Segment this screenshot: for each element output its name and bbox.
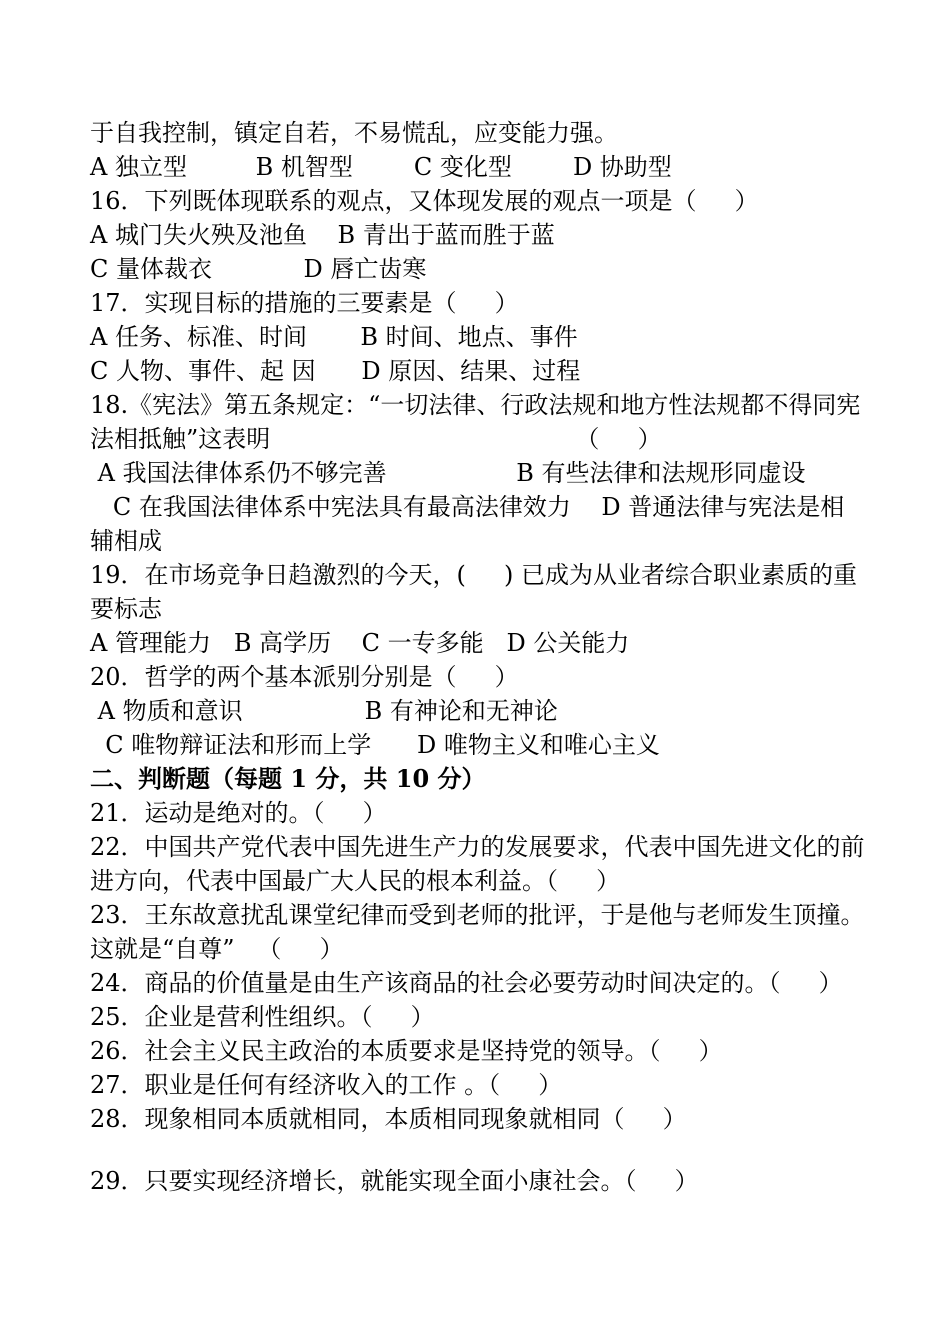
section-heading-true-false: 二、判断题（每题 1 分，共 10 分） bbox=[90, 764, 486, 793]
question-16-options-ab: A 城门失火殃及池鱼 B 青出于蓝而胜于蓝 bbox=[90, 221, 555, 249]
question-26: 26．社会主义民主政治的本质要求是坚持党的领导。（ ） bbox=[90, 1037, 723, 1065]
question-15-options: A 独立型 B 机智型 C 变化型 D 协助型 bbox=[90, 153, 672, 181]
question-23-line1: 23．王东故意扰乱课堂纪律而受到老师的批评，于是他与老师发生顶撞。 bbox=[90, 901, 865, 929]
question-19-options: A 管理能力 B 高学历 C 一专多能 D 公关能力 bbox=[90, 629, 630, 657]
question-16-stem: 16．下列既体现联系的观点，又体现发展的观点一项是（ ） bbox=[90, 187, 759, 215]
question-17-stem: 17．实现目标的措施的三要素是（ ） bbox=[90, 289, 519, 317]
question-29: 29．只要实现经济增长，就能实现全面小康社会。（ ） bbox=[90, 1167, 699, 1195]
question-20-options-cd: C 唯物辩证法和形而上学 D 唯物主义和唯心主义 bbox=[90, 731, 660, 759]
question-27: 27．职业是任何有经济收入的工作 。（ ） bbox=[90, 1071, 563, 1099]
question-20-stem: 20．哲学的两个基本派别分别是（ ） bbox=[90, 663, 519, 691]
question-18-options-cd-wrap: 辅相成 bbox=[90, 527, 162, 555]
question-19-stem-line1: 19．在市场竞争日趋激烈的今天，( ) 已成为从业者综合职业素质的重 bbox=[90, 561, 858, 589]
question-18-options-ab: A 我国法律体系仍不够完善 B 有些法律和法规形同虚设 bbox=[90, 459, 806, 487]
question-16-options-cd: C 量体裁衣 D 唇亡齿寒 bbox=[90, 255, 427, 283]
question-21: 21．运动是绝对的。（ ） bbox=[90, 799, 387, 827]
question-20-options-ab: A 物质和意识 B 有神论和无神论 bbox=[90, 697, 558, 725]
question-23-line2: 这就是“自尊” （ ） bbox=[90, 935, 344, 963]
question-18-stem-line2: 法相抵触”这表明 （ ） bbox=[90, 425, 662, 453]
question-22-line2: 进方向，代表中国最广大人民的根本利益。（ ） bbox=[90, 867, 621, 895]
question-18-stem-line1: 18.《宪法》第五条规定：“一切法律、行政法规和地方性法规都不得同宪 bbox=[90, 391, 861, 419]
question-17-options-ab: A 任务、标准、时间 B 时间、地点、事件 bbox=[90, 323, 578, 351]
question-25: 25．企业是营利性组织。（ ） bbox=[90, 1003, 435, 1031]
question-15-text-continued: 于自我控制，镇定自若，不易慌乱，应变能力强。 bbox=[90, 119, 618, 147]
question-22-line1: 22．中国共产党代表中国先进生产力的发展要求，代表中国先进文化的前 bbox=[90, 833, 865, 861]
question-19-stem-line2: 要标志 bbox=[90, 595, 162, 623]
question-28: 28．现象相同本质就相同，本质相同现象就相同（ ） bbox=[90, 1105, 687, 1133]
question-24: 24．商品的价值量是由生产该商品的社会必要劳动时间决定的。（ ） bbox=[90, 969, 843, 997]
question-17-options-cd: C 人物、事件、起 因 D 原因、结果、过程 bbox=[90, 357, 581, 385]
question-18-options-cd: C 在我国法律体系中宪法具有最高法律效力 D 普通法律与宪法是相 bbox=[90, 493, 845, 521]
